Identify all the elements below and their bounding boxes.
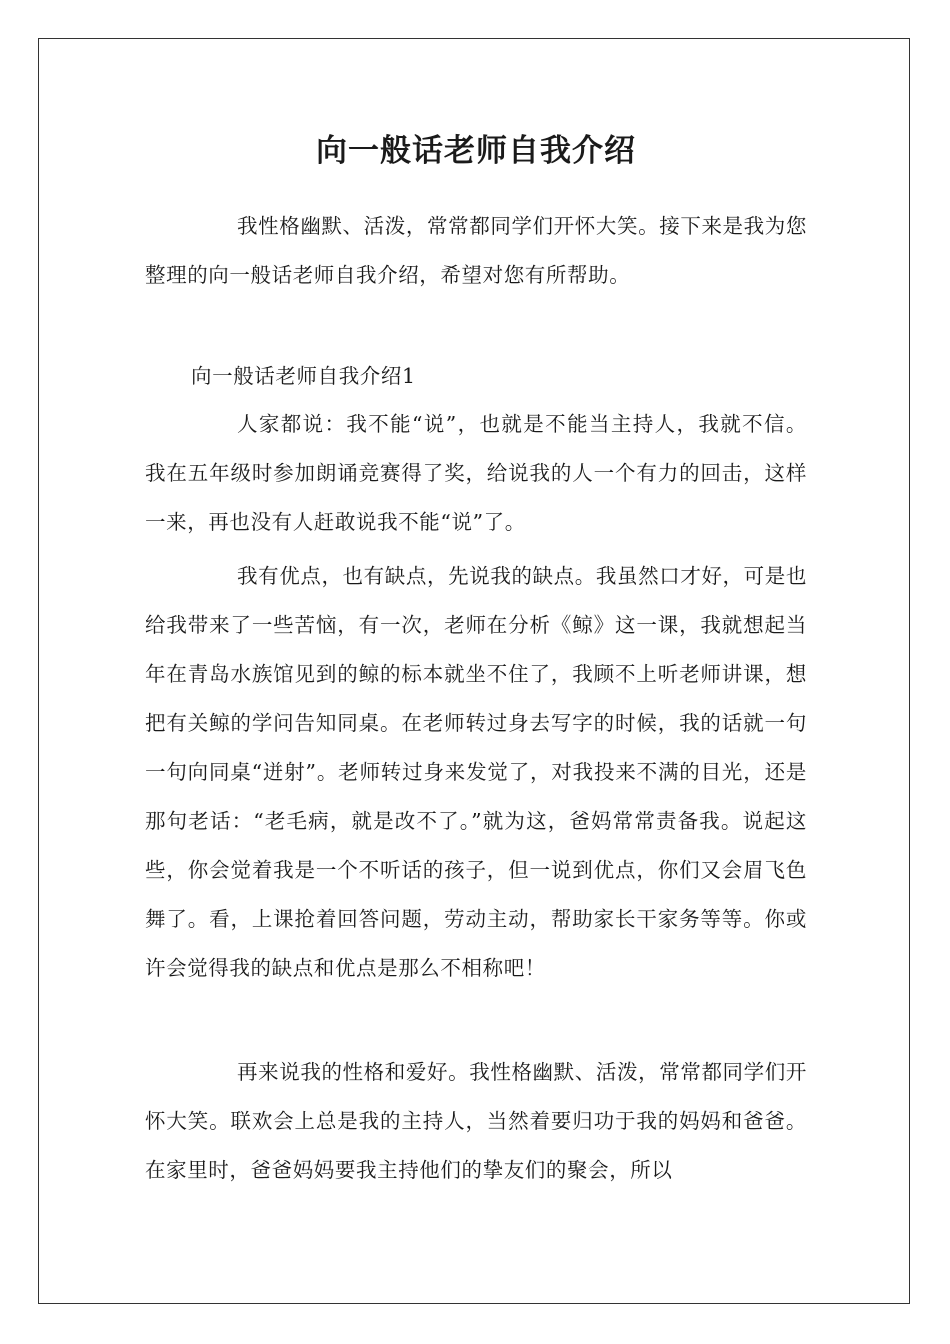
paragraph-2: 我有优点，也有缺点，先说我的缺点。我虽然口才好，可是也给我带来了一些苦恼，有一次，老师在分析《鲸》这一课，我就想起当年在青岛水族馆见到的鲸的标本就坐不住了，我顾不上听老师讲课，想把有关鲸的学问告知同桌。在老师转过身去写字的时候，我的话就一句一句向同桌“迸射”。老师转过身来发觉了，对我投来不满的目光，还是那句老话：“老毛病，就是改不了。”就为这，爸妈常常责备我。说起这些，你会觉着我是一个不听话的孩子，但一说到优点，你们又会眉飞色舞了。看，上课抢着回答问题，劳动主动，帮助家长干家务等等。你或许会觉得我的缺点和优点是那么不相称吧！ xyxy=(145,564,807,980)
document-title: 向一般话老师自我介绍 xyxy=(316,133,636,169)
intro-paragraph: 我性格幽默、活泼，常常都同学们开怀大笑。接下来是我为您整理的向一般话老师自我介绍，希望对您有所帮助。 xyxy=(145,214,807,287)
section-heading: 向一般话老师自我介绍1 xyxy=(191,364,416,388)
paragraph-1: 人家都说：我不能“说”，也就是不能当主持人，我就不信。我在五年级时参加朗诵竞赛得了奖，给说我的人一个有力的回击，这样一来，再也没有人赶敢说我不能“说”了。 xyxy=(145,412,807,534)
paragraph-3: 再来说我的性格和爱好。我性格幽默、活泼，常常都同学们开怀大笑。联欢会上总是我的主持人，当然着要归功于我的妈妈和爸爸。在家里时，爸爸妈妈要我主持他们的挚友们的聚会，所以 xyxy=(145,1060,807,1182)
